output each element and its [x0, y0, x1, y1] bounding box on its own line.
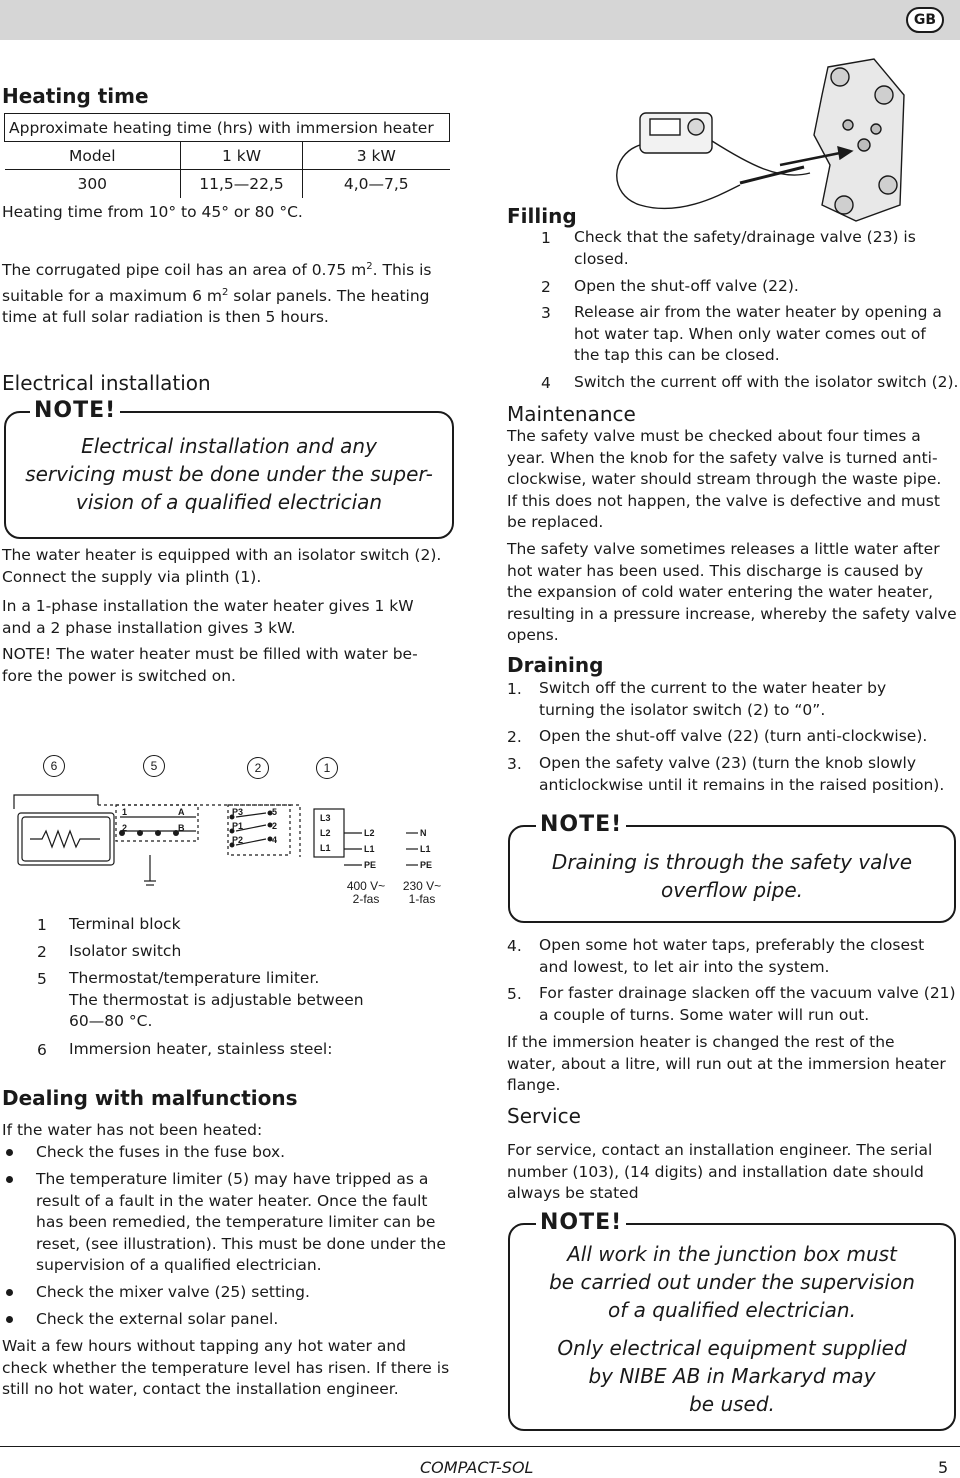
switch-label: 2	[122, 823, 128, 833]
callout-5: 5	[143, 755, 165, 777]
malfunction-item: Check the fuses in the fuse box.	[36, 1143, 286, 1161]
legend-item: Thermostat/temperature limiter. The thermostat is adjustable between 60—80 °C.	[69, 969, 364, 1030]
supply-label: N	[420, 828, 427, 838]
legend-num: 6	[37, 1041, 47, 1059]
note-label: NOTE!	[536, 812, 626, 837]
table-header-cell: Model	[5, 142, 181, 170]
wiring-diagram	[0, 745, 470, 915]
page-number: 5	[938, 1458, 949, 1477]
supply-label: PE	[420, 860, 433, 870]
maintenance-p1: The safety valve must be checked about four times a year. When the knob for the safety valve is turned anti- clockwise, water should stream through the waste pipe. If this does not happen, the valve is defective and must be replaced.	[507, 427, 942, 531]
thermo-label: P1	[232, 821, 244, 831]
malfunctions-title: Dealing with malfunctions	[2, 1086, 298, 1110]
draining-step: Open some hot water taps, preferably the closest and lowest, to let air into the system.	[539, 936, 925, 976]
heating-time-title: Heating time	[2, 84, 149, 108]
header-bar	[0, 0, 960, 40]
electrical-p3: NOTE! The water heater must be filled with water be- fore the power is switched on.	[2, 645, 418, 685]
heater-illustration	[600, 55, 920, 225]
switch-label: B	[178, 823, 185, 833]
filling-step: Open the shut-off valve (22).	[574, 277, 799, 295]
voltage-2fas: 400 V~ 2-fas	[346, 879, 386, 906]
supply-label: L1	[364, 844, 375, 854]
callout-6: 6	[43, 755, 65, 777]
supply-label: L1	[420, 844, 431, 854]
malfunctions-outro: Wait a few hours without tapping any hot water and check whether the temperature level has risen. If there is still no hot water, contact the installation engineer.	[2, 1337, 450, 1398]
thermo-label: 2	[272, 821, 278, 831]
filling-title: Filling	[507, 204, 577, 228]
thermo-label: 4	[272, 835, 278, 845]
legend-item: Immersion heater, stainless steel:	[69, 1040, 333, 1058]
step-num: 4.	[507, 937, 522, 955]
coil-paragraph: The corrugated pipe coil has an area of 0.75 $m^2$. This is suitable for a maximum 6 $m^2$ solar panels. The heating time at full solar radiation is then 5 hours.	[2, 261, 432, 327]
service-note-text-1: All work in the junction box must be carried out under the supervision of a qualified electrician.	[549, 1242, 915, 1322]
draining-note-text: Draining is through the safety valve overflow pipe.	[551, 850, 913, 902]
step-num: 2.	[507, 728, 522, 746]
draining-step: Open the shut-off valve (22) (turn anti-clockwise).	[539, 727, 928, 745]
table-header-cell: 3 kW	[303, 142, 450, 170]
step-num: 3	[541, 304, 551, 322]
table-caption: Approximate heating time (hrs) with immersion heater	[5, 114, 450, 142]
legend-item: Isolator switch	[69, 942, 182, 960]
step-num: 2	[541, 278, 551, 296]
switch-label: A	[178, 807, 185, 817]
language-badge: GB	[906, 7, 944, 33]
callout-2: 2	[247, 757, 269, 779]
draining-paragraph: If the immersion heater is changed the rest of the water, about a litre, will run out at the immersion heater flange.	[507, 1033, 946, 1094]
thermo-label: P2	[232, 835, 244, 845]
filling-step: Release air from the water heater by opening a hot water tap. When only water comes out of the tap this can be closed.	[574, 303, 942, 364]
service-note-text-2: Only electrical equipment supplied by NIBE AB in Markaryd may be used.	[557, 1336, 907, 1416]
footer-product: COMPACT-SOL	[420, 1458, 534, 1477]
step-num: 1	[541, 229, 551, 247]
step-num: 4	[541, 374, 551, 392]
service-paragraph: For service, contact an installation engineer. The serial number (103), (14 digits) and installation date should always be stated	[507, 1141, 933, 1202]
note-label: NOTE!	[30, 398, 120, 423]
legend-num: 5	[37, 970, 47, 988]
terminal-label: L2	[320, 828, 331, 838]
filling-step: Switch the current off with the isolator switch (2).	[574, 373, 959, 391]
note-label: NOTE!	[536, 1210, 626, 1235]
malfunction-item: Check the external solar panel.	[36, 1310, 279, 1328]
terminal-label: L1	[320, 843, 331, 853]
maintenance-title: Maintenance	[507, 402, 636, 426]
supply-label: PE	[364, 860, 377, 870]
table-cell: 300	[77, 174, 108, 193]
thermo-label: 5	[272, 807, 278, 817]
terminal-label: L3	[320, 813, 331, 823]
supply-label: L2	[364, 828, 375, 838]
table-cell: 4,0—7,5	[343, 174, 409, 193]
table-header-cell: 1 kW	[181, 142, 303, 170]
malfunctions-intro: If the water has not been heated:	[2, 1121, 263, 1139]
malfunction-item: Check the mixer valve (25) setting.	[36, 1283, 310, 1301]
electrical-p2: In a 1-phase installation the water heater gives 1 kW and a 2 phase installation gives 3 kW.	[2, 597, 414, 637]
callout-1: 1	[316, 757, 338, 779]
heating-time-table	[4, 113, 450, 198]
switch-label: 1	[122, 807, 128, 817]
legend-num: 1	[37, 916, 47, 934]
step-num: 3.	[507, 755, 522, 773]
service-title: Service	[507, 1104, 581, 1128]
filling-step: Check that the safety/drainage valve (23) is closed.	[574, 228, 916, 268]
malfunction-item: The temperature limiter (5) may have tripped as a result of a fault in the water heater. Once the fault has been remedied, the temperature limiter can be reset, (see illustration). This must be done under the supervision of a qualified electrician.	[36, 1170, 446, 1274]
draining-title: Draining	[507, 653, 604, 677]
voltage-1fas: 230 V~ 1-fas	[402, 879, 442, 906]
bullet-icon	[6, 1316, 13, 1323]
bullet-icon	[6, 1176, 13, 1183]
legend-num: 2	[37, 943, 47, 961]
table-cell: 11,5—22,5	[181, 170, 303, 198]
legend-item: Terminal block	[69, 915, 181, 933]
electrical-p1: The water heater is equipped with an isolator switch (2). Connect the supply via plinth (1).	[2, 546, 442, 586]
draining-step: Switch off the current to the water heater by turning the isolator switch (2) to “0”.	[539, 679, 887, 719]
bullet-icon	[6, 1149, 13, 1156]
draining-step: Open the safety valve (23) (turn the knob slowly anticlockwise until it remains in the raised position).	[539, 754, 945, 794]
maintenance-p2: The safety valve sometimes releases a little water after hot water has been used. This discharge is caused by the expansion of cold water entering the water heater, resulting in a pressure increase, whereby the safety valve opens.	[507, 540, 957, 644]
step-num: 5.	[507, 985, 522, 1003]
step-num: 1.	[507, 680, 522, 698]
electrical-note-text: Electrical installation and any servicing must be done under the super- vision of a qualified electrician	[25, 434, 433, 514]
thermo-label: P3	[232, 807, 244, 817]
bullet-icon	[6, 1289, 13, 1296]
electrical-title: Electrical installation	[2, 371, 211, 395]
footer-rule	[0, 1446, 960, 1447]
heating-time-note: Heating time from 10° to 45° or 80 °C.	[2, 203, 303, 221]
draining-step: For faster drainage slacken off the vacuum valve (21) a couple of turns. Some water will run out.	[539, 984, 956, 1024]
